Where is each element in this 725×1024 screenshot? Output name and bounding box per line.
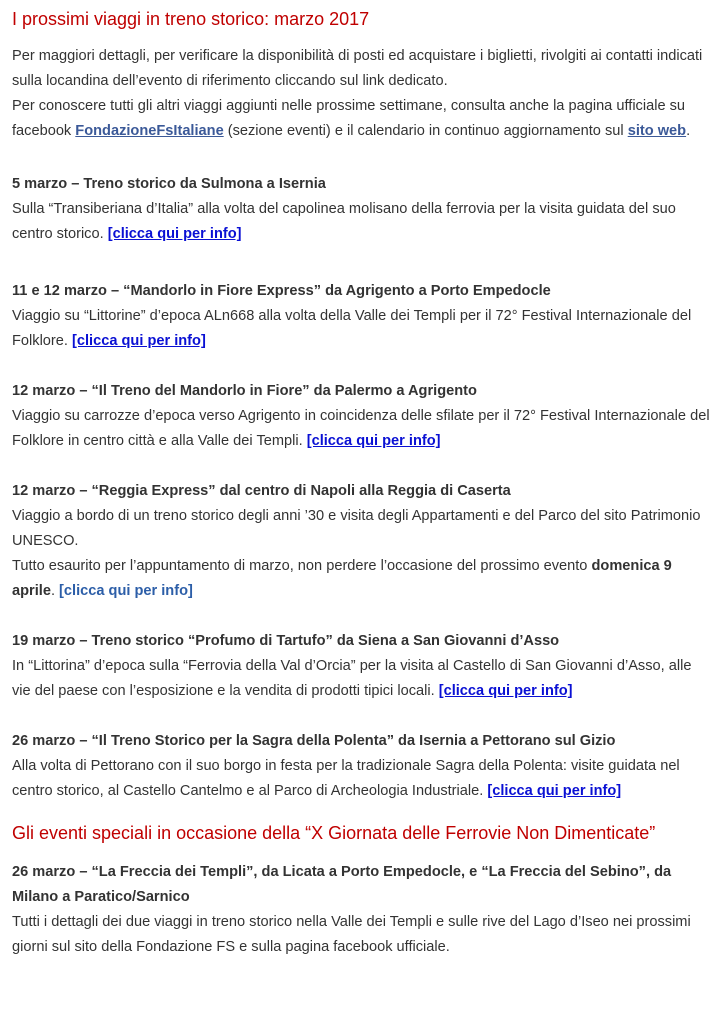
section-title: Gli eventi speciali in occasione della “X Giornata delle Ferrovie Non Dimenticate” [12,823,656,843]
event-text [12,222,242,247]
info-link[interactable]: [clicca qui per info] [107,226,242,242]
info-link[interactable]: [clicca qui per info] [72,333,206,349]
info-link[interactable]: [clicca qui per info] [487,783,622,799]
event-text [12,429,441,454]
special-text: giorni sul sito della Fondazione FS e sulla pagina facebook ufficiale. [12,939,450,955]
event-text: Viaggio su carrozze d’epoca verso Agrigento in coincidenza delle sfilate per il 72° Festival Internazionale del [12,408,710,424]
event-text-lead: vie del paese con l’esposizione e la vendita di prodotti tipici locali. [12,683,439,699]
intro-line-4-mid: (sezione eventi) e il calendario in continuo aggiornamento sul [223,123,628,139]
event-text-lead: Tutto esaurito per l’appuntamento di marzo, non perdere l’occasione del prossimo evento [12,558,592,574]
event-text-lead: Folklore in centro città e alla Valle dei Templi. [12,433,307,449]
event-heading: 11 e 12 marzo – “Mandorlo in Fiore Express” da Agrigento a Porto Empedocle [12,283,551,299]
event-text: Viaggio su “Littorine” d’epoca ALn668 alla volta della Valle dei Templi per il 72° Festival Internazionale del [12,308,692,324]
event-date-highlight: aprile [12,583,51,599]
intro-line-4-pre: facebook [12,123,76,139]
intro-line-1: Per maggiori dettagli, per verificare la disponibilità di posti ed acquistare i biglietti, rivolgiti ai contatti indicati [12,48,703,64]
event-text [12,554,672,579]
event-text: Alla volta di Pettorano con il suo borgo in festa per la tradizionale Sagra della Polenta: visite guidata nel [12,758,680,774]
info-link[interactable]: [clicca qui per info] [306,433,441,449]
intro-line-4 [12,119,690,144]
event-text-lead: Folklore. [12,333,73,349]
event-text-lead: centro storico. [12,226,108,242]
intro-line-3: Per conoscere tutti gli altri viaggi aggiunti nelle prossime settimane, consulta anche la pagina ufficiale su [12,98,686,114]
special-heading: 26 marzo – “La Freccia dei Templi”, da Licata a Porto Empedocle, e “La Freccia del Sebino”, da [12,864,672,880]
event-heading: 5 marzo – Treno storico da Sulmona a Isernia [12,176,326,192]
special-heading: Milano a Paratico/Sarnico [12,889,190,905]
event-text-lead: centro storico, al Castello Cantelmo e al Parco di Archeologia Industriale. [12,783,488,799]
event-text: Viaggio a bordo di un treno storico degli anni ’30 e visita degli Appartamenti e del Parco del sito Patrimonio [12,508,701,524]
facebook-page-link[interactable]: FondazioneFsItaliane [75,123,224,139]
event-heading: 12 marzo – “Il Treno del Mandorlo in Fiore” da Palermo a Agrigento [12,383,477,399]
event-text: UNESCO. [12,533,79,549]
special-text: Tutti i dettagli dei due viaggi in treno storico nella Valle dei Templi e sulle rive del Lago d’Iseo nei prossimi [12,914,691,930]
event-heading: 26 marzo – “Il Treno Storico per la Sagra della Polenta” da Isernia a Pettorano sul Gizio [12,733,616,749]
website-link[interactable]: sito web [627,123,687,139]
event-heading: 19 marzo – Treno storico “Profumo di Tartufo” da Siena a San Giovanni d’Asso [12,633,560,649]
event-text [12,679,573,704]
page-title: I prossimi viaggi in treno storico: marzo 2017 [12,9,370,29]
event-date-highlight: domenica 9 [591,558,672,574]
event-text [12,579,193,604]
event-text: Sulla “Transiberiana d’Italia” alla volta del capolinea molisano della ferrovia per la visita guidata del suo [12,201,676,217]
info-link[interactable]: [clicca qui per info] [59,583,193,599]
event-text-lead: . [50,583,60,599]
event-heading: 12 marzo – “Reggia Express” dal centro di Napoli alla Reggia di Caserta [12,483,511,499]
event-text [12,329,206,354]
event-text [12,779,621,804]
event-text: In “Littorina” d’epoca sulla “Ferrovia della Val d’Orcia” per la visita al Castello di San Giovanni d’Asso, alle [12,658,692,674]
intro-line-4-end: . [686,123,691,139]
info-link[interactable]: [clicca qui per info] [438,683,573,699]
intro-line-2: sulla locandina dell’evento di riferimento cliccando sul link dedicato. [12,73,448,89]
